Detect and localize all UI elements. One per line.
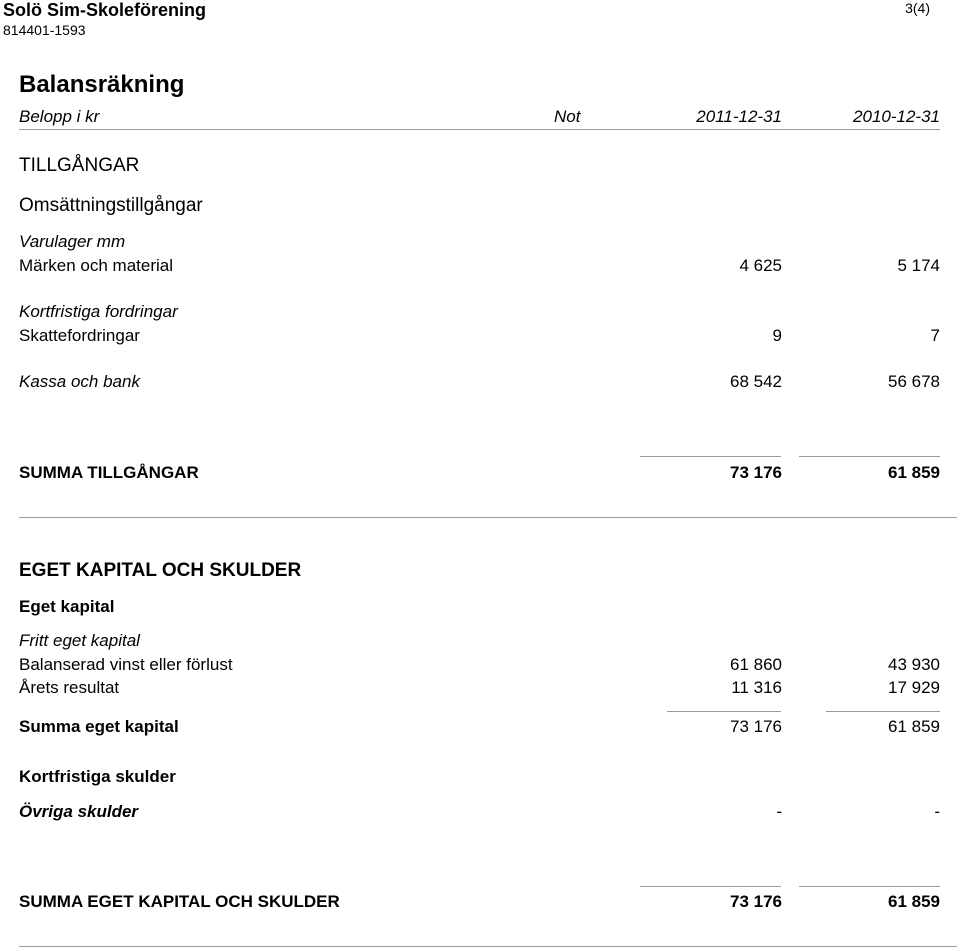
- equity-total-divider-2011: [667, 711, 781, 712]
- organization-number: 814401-1593: [3, 22, 86, 38]
- receivables-row-2010: 7: [930, 326, 940, 345]
- bottom-divider: [19, 946, 957, 947]
- page-title: Balansräkning: [19, 71, 185, 98]
- assets-total-divider-2011: [640, 456, 781, 457]
- inventory-row-label: Märken och material: [19, 256, 174, 275]
- grand-total-divider-2011: [640, 886, 781, 887]
- result-row-label: Årets resultat: [19, 678, 120, 697]
- other-liabilities-label: Övriga skulder: [19, 802, 139, 821]
- inventory-heading: Varulager mm: [19, 232, 126, 251]
- equity-total-2011: 73 176: [730, 717, 782, 736]
- retained-row-2011: 61 860: [730, 655, 782, 674]
- assets-total-2010: 61 859: [888, 463, 940, 482]
- other-liabilities-2011: -: [776, 802, 782, 821]
- cash-row-label: Kassa och bank: [19, 372, 140, 391]
- column-header-amount: Belopp i kr: [19, 107, 100, 126]
- header-divider: [19, 129, 940, 130]
- short-term-liabilities-heading: Kortfristiga skulder: [19, 767, 176, 786]
- retained-row-label: Balanserad vinst eller förlust: [19, 655, 233, 674]
- column-header-note: Not: [554, 107, 581, 126]
- column-header-year1: 2011-12-31: [696, 107, 782, 126]
- current-assets-heading: Omsättningstillgångar: [19, 195, 203, 216]
- inventory-row-2010: 5 174: [897, 256, 940, 275]
- assets-total-label: SUMMA TILLGÅNGAR: [19, 463, 199, 482]
- result-row-2011: 11 316: [731, 678, 782, 697]
- inventory-row-2011: 4 625: [739, 256, 782, 275]
- result-row-2010: 17 929: [888, 678, 940, 697]
- equity-total-label: Summa eget kapital: [19, 717, 179, 736]
- assets-heading: TILLGÅNGAR: [19, 155, 140, 176]
- page-number: 3(4): [905, 0, 930, 16]
- grand-total-2010: 61 859: [888, 892, 940, 911]
- receivables-row-label: Skattefordringar: [19, 326, 140, 345]
- cash-row-2010: 56 678: [888, 372, 940, 391]
- assets-total-2011: 73 176: [730, 463, 782, 482]
- equity-heading: Eget kapital: [19, 597, 115, 616]
- equity-total-2010: 61 859: [888, 717, 940, 736]
- other-liabilities-2010: -: [934, 802, 940, 821]
- assets-total-divider-2010: [799, 456, 940, 457]
- grand-total-divider-2010: [799, 886, 940, 887]
- grand-total-2011: 73 176: [730, 892, 782, 911]
- organization-name: Solö Sim-Skoleförening: [3, 0, 207, 20]
- free-equity-heading: Fritt eget kapital: [19, 631, 140, 650]
- grand-total-label: SUMMA EGET KAPITAL OCH SKULDER: [19, 892, 340, 911]
- receivables-heading: Kortfristiga fordringar: [19, 302, 178, 321]
- cash-row-2011: 68 542: [730, 372, 782, 391]
- retained-row-2010: 43 930: [888, 655, 940, 674]
- equity-total-divider-2010: [826, 711, 940, 712]
- receivables-row-2011: 9: [772, 326, 782, 345]
- section-divider: [19, 517, 957, 518]
- column-header-year2: 2010-12-31: [853, 107, 940, 126]
- equity-liabilities-heading: EGET KAPITAL OCH SKULDER: [19, 560, 302, 581]
